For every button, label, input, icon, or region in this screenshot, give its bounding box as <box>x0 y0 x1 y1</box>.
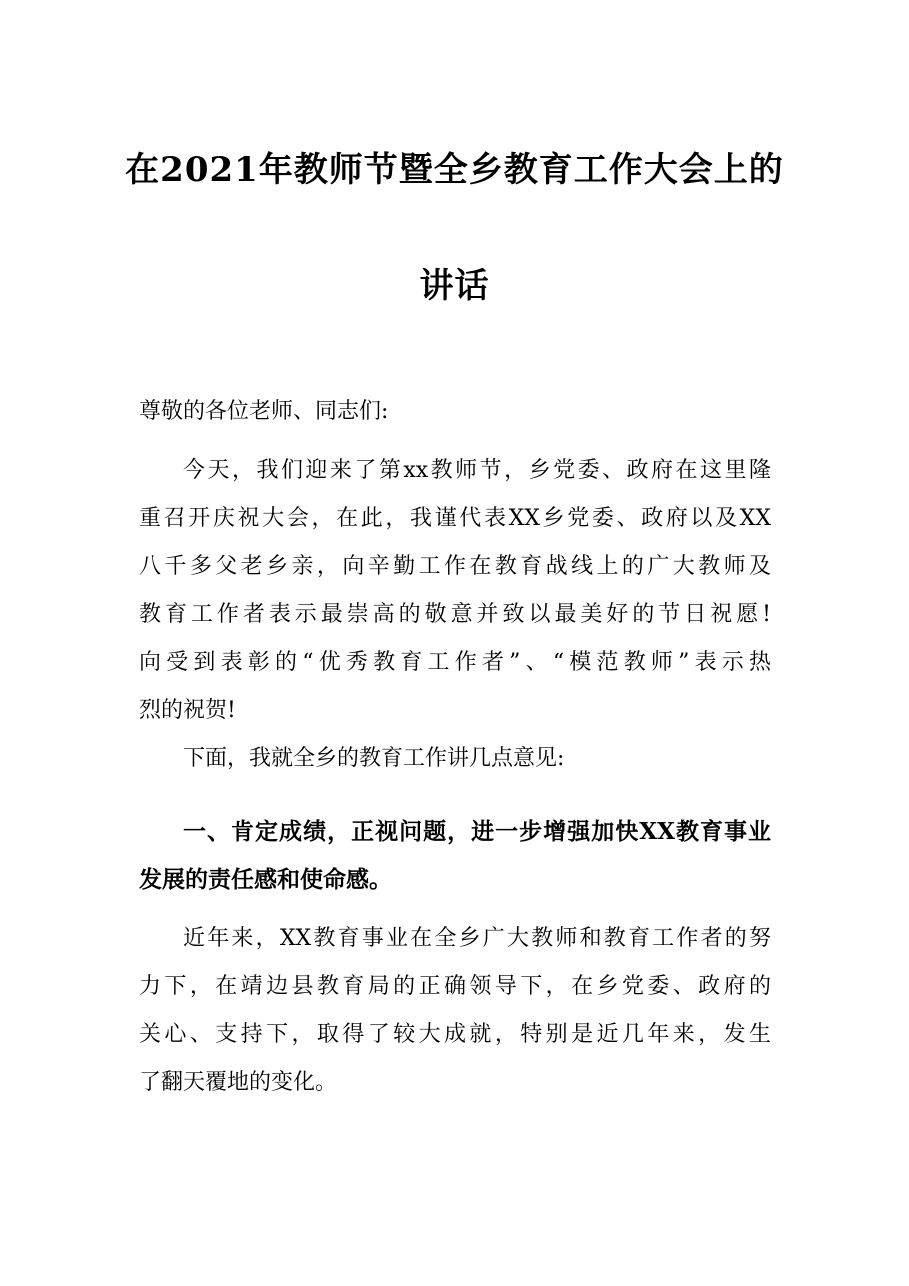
document-title-line-1: 在2021年教师节暨全乡教育工作大会上的 <box>125 150 784 190</box>
heading-line: 发展的责任感和使命感。 <box>139 866 392 893</box>
document-title-line-2: 讲话 <box>419 266 490 306</box>
paragraph-2 <box>139 735 771 783</box>
paragraph-line: 重召开庆祝大会，在此，我谨代表XX乡党委、政府以及XX <box>139 506 771 531</box>
paragraph-line: 教育工作者表示最崇高的敬意并致以最美好的节日祝愿! <box>139 602 771 627</box>
paragraph-line: 今天，我们迎来了第xx教师节，乡党委、政府在这里隆 <box>183 458 771 483</box>
paragraph-line: 下面，我就全乡的教育工作讲几点意见: <box>183 746 565 771</box>
section-heading-1 <box>139 808 771 904</box>
paragraph-line: 八千多父老乡亲，向辛勤工作在教育战线上的广大教师及 <box>139 554 771 579</box>
heading-line: 一、肯定成绩，正视问题，进一步增强加快XX教育事业 <box>183 818 771 845</box>
greeting <box>139 388 771 436</box>
paragraph-1 <box>139 447 771 735</box>
paragraph-line: 力下，在靖边县教育局的正确领导下，在乡党委、政府的 <box>139 974 771 999</box>
paragraph-line: 近年来，XX教育事业在全乡广大教师和教育工作者的努 <box>183 926 771 951</box>
greeting-text: 尊敬的各位老师、同志们: <box>139 399 389 424</box>
paragraph-line: 向受到表彰的“优秀教育工作者”、“模范教师”表示热 <box>139 650 771 675</box>
paragraph-line: 烈的祝贺! <box>139 698 236 723</box>
paragraph-line: 了翻天覆地的变化。 <box>139 1070 338 1095</box>
paragraph-3 <box>139 915 771 1107</box>
paragraph-line: 关心、支持下，取得了较大成就，特别是近几年来，发生 <box>139 1022 771 1047</box>
